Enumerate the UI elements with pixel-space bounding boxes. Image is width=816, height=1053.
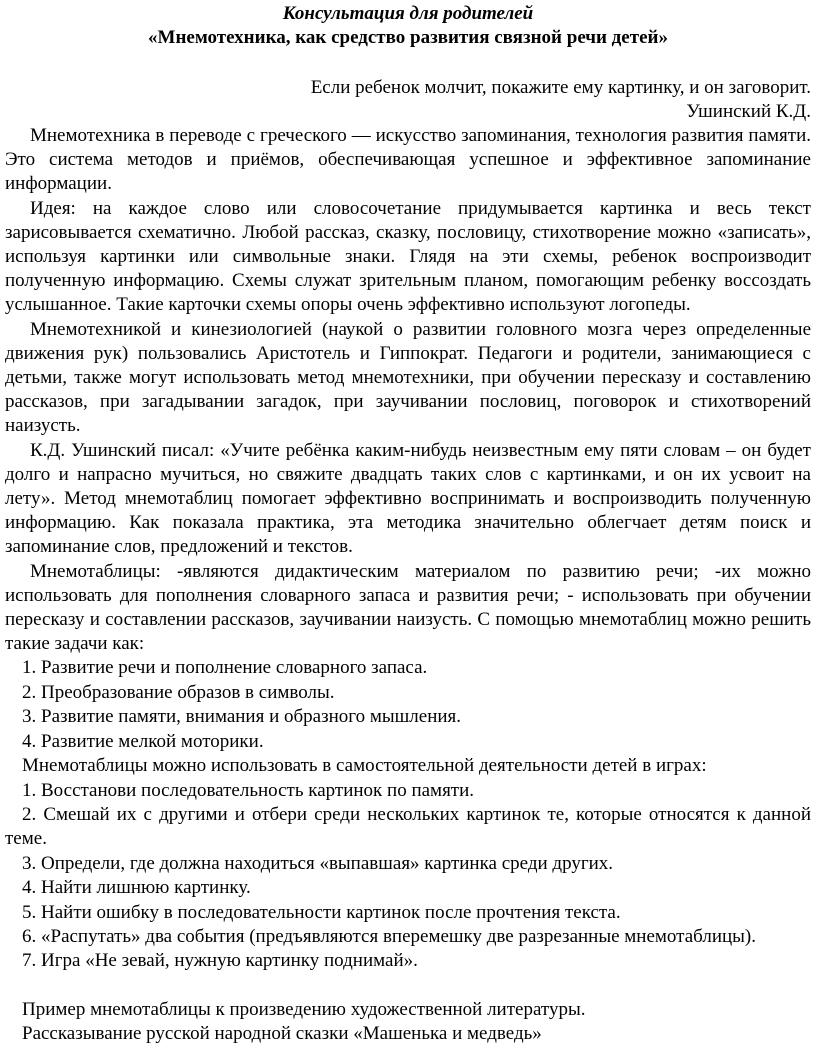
game-item: 5. Найти ошибку в последовательности картинок после прочтения текста. [22, 901, 621, 923]
paragraph-ushinsky: К.Д. Ушинский писал: «Учите ребёнка каким-нибудь неизвестным ему пяти словам – он будет долго и напрасно мучиться, но свяжите двадцать таких слов с картинками, и он их усвоит на лету». Метод мнемотаблиц помогает эффективно воспринимать и воспроизводить полученную информацию. Как показала практика, эта методика значительно облегчает детям поиск и запоминание слов, предложений и текстов. [5, 439, 811, 558]
paragraph-definition: Мнемотехника в переводе с греческого — искусство запоминания, технология развития памяти. Это система методов и приёмов, обеспечивающая успешное и эффективное запоминание информации. [5, 125, 811, 195]
game-item: 4. Найти лишнюю картинку. [22, 877, 251, 899]
closing-story: Рассказывание русской народной сказки «Машенька и медведь» [22, 1023, 542, 1045]
document-page [5, 0, 811, 1047]
spacer [5, 50, 811, 76]
paragraph-mnemotables: Мнемотаблицы: -являются дидактическим материалом по развитию речи; -их можно использовать для пополнения словарного запаса и развития речи; - использовать при обучении пересказу и составлении рассказов, заучивании наизусть. С помощью мнемотаблиц можно решить такие задачи как: [5, 560, 811, 655]
game-item: 1. Восстанови последовательность картинок по памяти. [22, 779, 475, 801]
task-item: 4. Развитие мелкой моторики. [22, 730, 264, 752]
epigraph-quote: Если ребенок молчит, покажите ему картинку, и он заговорит. [310, 77, 811, 98]
game-item: 3. Определи, где должна находиться «выпавшая» картинка среди других. [22, 852, 614, 874]
task-item: 1. Развитие речи и пополнение словарного запаса. [22, 657, 428, 679]
paragraph-history: Мнемотехникой и кинезиологией (наукой о развитии головного мозга через определенные движения рук) пользовались Аристотель и Гиппократ. Педагоги и родители, занимающиеся с детьми, также могут использовать метод мнемотехники, при обучении пересказу и составлению рассказов, при загадывании загадок, при заучивании пословиц, поговорок и стихотворений наизусть. [5, 318, 811, 437]
game-item: 6. «Распутать» два события (предъявляются вперемешку две разрезанные мнемотаблицы). [22, 925, 757, 947]
games-intro: Мнемотаблицы можно использовать в самостоятельной деятельности детей в играх: [22, 755, 707, 777]
document-title: «Мнемотехника, как средство развития связной речи детей» [148, 27, 668, 48]
paragraph-idea: Идея: на каждое слово или словосочетание придумывается картинка и весь текст зарисовывается схематично. Любой рассказ, сказку, пословицу, стихотворение можно «записать», используя картинки или символьные знаки. Глядя на эти схемы, ребенок воспроизводит полученную информацию. Схемы служат зрительным планом, помогающим ребенку воссоздать услышанное. Такие карточки схемы опоры очень эффективно используют логопеды. [5, 197, 811, 316]
task-item: 2. Преобразование образов в символы. [22, 681, 335, 703]
epigraph-author: Ушинский К.Д. [686, 101, 811, 122]
spacer [5, 974, 811, 998]
game-item: 2. Смешай их с другими и отбери среди нескольких картинок те, которые относятся к данной теме. [5, 803, 811, 850]
task-item: 3. Развитие памяти, внимания и образного мышления. [22, 706, 462, 728]
document-subtitle: Консультация для родителей [282, 3, 534, 24]
game-item: 7. Игра «Не зевай, нужную картинку поднимай». [22, 950, 418, 972]
closing-example: Пример мнемотаблицы к произведению художественной литературы. [22, 998, 586, 1020]
